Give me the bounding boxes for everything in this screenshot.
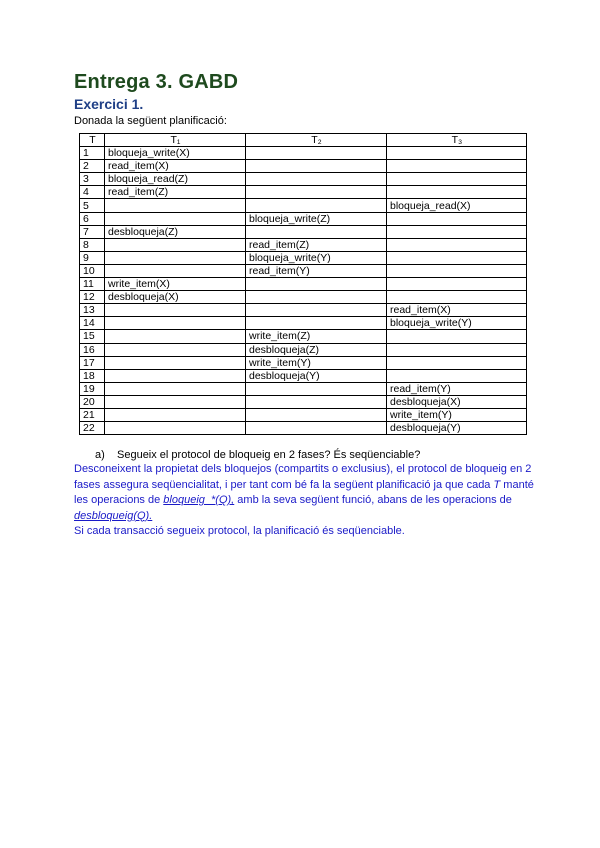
op-cell-t3 [387, 291, 527, 304]
op-cell-t3 [387, 330, 527, 343]
op-cell-t2: read_item(Y) [246, 264, 387, 277]
op-cell-t2 [246, 382, 387, 395]
table-row [80, 330, 527, 343]
op-cell-t3: desbloqueja(X) [387, 395, 527, 408]
op-cell-t2 [246, 304, 387, 317]
op-cell-t2 [246, 408, 387, 421]
question-a [95, 449, 420, 461]
step-cell: 6 [80, 212, 105, 225]
op-cell-t1 [105, 382, 246, 395]
op-cell-t2 [246, 186, 387, 199]
step-cell: 17 [80, 356, 105, 369]
step-cell: 18 [80, 369, 105, 382]
op-cell-t2 [246, 173, 387, 186]
table-row [80, 238, 527, 251]
answer-text-1: Desconeixent la propietat dels bloquejos (compartits o exclusius), el protocol de bloqueig en 2 fases assegura seqüencialitat, i per tant com bé fa la següent planificació ja que cada [74, 463, 532, 491]
answer-text-2a: manté les operacions de [74, 478, 534, 506]
header-step: T [80, 134, 105, 147]
op-cell-t1 [105, 251, 246, 264]
op-cell-t3: bloqueja_write(Y) [387, 317, 527, 330]
op-cell-t3 [387, 343, 527, 356]
op-cell-t2: write_item(Y) [246, 356, 387, 369]
table-row [80, 422, 527, 435]
answer-t: T [493, 478, 501, 491]
table-row [80, 173, 527, 186]
op-cell-t1 [105, 330, 246, 343]
step-cell: 13 [80, 304, 105, 317]
op-cell-t2: desbloqueja(Y) [246, 369, 387, 382]
op-cell-t1: bloqueja_write(X) [105, 147, 246, 160]
table-row [80, 264, 527, 277]
answer-op-desbloqueig: desbloqueig(Q). [74, 509, 153, 522]
op-cell-t1 [105, 264, 246, 277]
table-row [80, 382, 527, 395]
op-cell-t3 [387, 147, 527, 160]
op-cell-t1: read_item(Z) [105, 186, 246, 199]
step-cell: 9 [80, 251, 105, 264]
answer-paragraph-1 [74, 462, 534, 524]
op-cell-t3 [387, 369, 527, 382]
op-cell-t1 [105, 369, 246, 382]
step-cell: 16 [80, 343, 105, 356]
question-letter: a) [95, 449, 105, 461]
op-cell-t3 [387, 238, 527, 251]
step-cell: 4 [80, 186, 105, 199]
op-cell-t1 [105, 408, 246, 421]
table-row [80, 408, 527, 421]
header-t3: T₃ [387, 134, 527, 147]
op-cell-t1: desbloqueja(X) [105, 291, 246, 304]
table-row [80, 212, 527, 225]
table-row [80, 199, 527, 212]
op-cell-t2: desbloqueja(Z) [246, 343, 387, 356]
op-cell-t3: read_item(Y) [387, 382, 527, 395]
table-row [80, 343, 527, 356]
step-cell: 2 [80, 160, 105, 173]
op-cell-t1 [105, 422, 246, 435]
op-cell-t3: desbloqueja(Y) [387, 422, 527, 435]
step-cell: 10 [80, 264, 105, 277]
table-header-row [80, 134, 527, 147]
op-cell-t2 [246, 317, 387, 330]
op-cell-t2: bloqueja_write(Z) [246, 212, 387, 225]
op-cell-t2 [246, 395, 387, 408]
op-cell-t3 [387, 173, 527, 186]
answer-paragraph-2: Si cada transacció segueix protocol, la planificació és seqüenciable. [74, 525, 405, 537]
step-cell: 7 [80, 225, 105, 238]
step-cell: 19 [80, 382, 105, 395]
op-cell-t2 [246, 199, 387, 212]
table-row [80, 317, 527, 330]
step-cell: 15 [80, 330, 105, 343]
op-cell-t1: bloqueja_read(Z) [105, 173, 246, 186]
op-cell-t2 [246, 160, 387, 173]
op-cell-t2: bloqueja_write(Y) [246, 251, 387, 264]
op-cell-t2 [246, 225, 387, 238]
step-cell: 5 [80, 199, 105, 212]
intro-text: Donada la següent planificació: [74, 115, 227, 127]
op-cell-t1 [105, 199, 246, 212]
step-cell: 12 [80, 291, 105, 304]
op-cell-t3: bloqueja_read(X) [387, 199, 527, 212]
op-cell-t3 [387, 278, 527, 291]
table-row [80, 225, 527, 238]
question-text: Segueix el protocol de bloqueig en 2 fases? És seqüenciable? [117, 449, 421, 461]
op-cell-t1 [105, 343, 246, 356]
answer-block [74, 462, 534, 540]
op-cell-t1 [105, 212, 246, 225]
op-cell-t3 [387, 225, 527, 238]
table-row [80, 291, 527, 304]
op-cell-t1 [105, 238, 246, 251]
op-cell-t3 [387, 160, 527, 173]
answer-op-bloqueig: bloqueig_*(Q), [163, 494, 235, 506]
table-row [80, 160, 527, 173]
op-cell-t1: desbloqueja(Z) [105, 225, 246, 238]
header-t2: T₂ [246, 134, 387, 147]
op-cell-t2 [246, 422, 387, 435]
op-cell-t1 [105, 304, 246, 317]
step-cell: 1 [80, 147, 105, 160]
table-row [80, 369, 527, 382]
op-cell-t1: write_item(X) [105, 278, 246, 291]
op-cell-t2 [246, 278, 387, 291]
op-cell-t3 [387, 264, 527, 277]
step-cell: 8 [80, 238, 105, 251]
step-cell: 22 [80, 422, 105, 435]
op-cell-t1: read_item(X) [105, 160, 246, 173]
answer-text-2b: amb la seva següent funció, abans de les operacions de [237, 494, 512, 506]
step-cell: 20 [80, 395, 105, 408]
table-row [80, 395, 527, 408]
document-title: Entrega 3. GABD [74, 71, 239, 93]
table-row [80, 278, 527, 291]
table-row [80, 251, 527, 264]
op-cell-t1 [105, 356, 246, 369]
op-cell-t1 [105, 395, 246, 408]
op-cell-t2 [246, 291, 387, 304]
op-cell-t2: read_item(Z) [246, 238, 387, 251]
table-row [80, 304, 527, 317]
op-cell-t2 [246, 147, 387, 160]
op-cell-t3 [387, 212, 527, 225]
step-cell: 11 [80, 278, 105, 291]
table-row [80, 356, 527, 369]
op-cell-t1 [105, 317, 246, 330]
step-cell: 21 [80, 408, 105, 421]
schedule-table [79, 133, 527, 435]
step-cell: 14 [80, 317, 105, 330]
op-cell-t3 [387, 186, 527, 199]
op-cell-t3 [387, 356, 527, 369]
table-row [80, 147, 527, 160]
op-cell-t2: write_item(Z) [246, 330, 387, 343]
op-cell-t3 [387, 251, 527, 264]
op-cell-t3: read_item(X) [387, 304, 527, 317]
header-t1: T₁ [105, 134, 246, 147]
exercise-heading: Exercici 1. [74, 96, 144, 112]
table-row [80, 186, 527, 199]
schedule-body [80, 147, 527, 435]
op-cell-t3: write_item(Y) [387, 408, 527, 421]
step-cell: 3 [80, 173, 105, 186]
